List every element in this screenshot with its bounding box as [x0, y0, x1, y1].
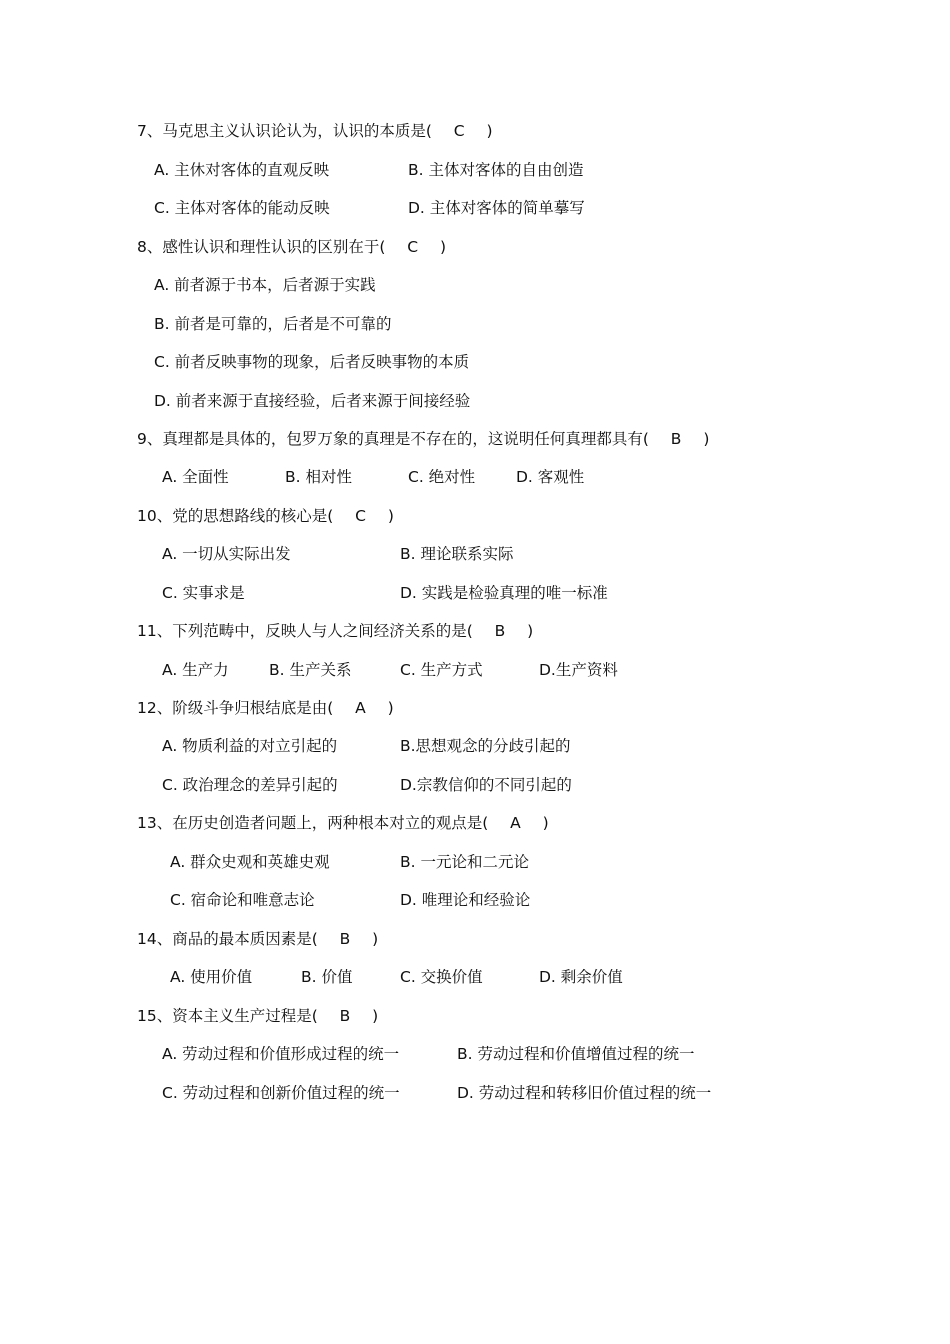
question-stem: 10、党的思想路线的核心是( — [137, 507, 334, 525]
option-12a: A. 物质利益的对立引起的 — [162, 737, 338, 755]
question-stem: 13、在历史创造者问题上，两种根本对立的观点是( — [137, 814, 489, 832]
option-10d: D. 实践是检验真理的唯一标准 — [400, 584, 608, 602]
option-13c: C. 宿命论和唯意志论 — [170, 891, 315, 909]
option-10c: C. 实事求是 — [162, 584, 245, 602]
question-13 — [137, 813, 549, 833]
option-13a: A. 群众史观和英雄史观 — [170, 853, 330, 871]
option-15a: A. 劳动过程和价值形成过程的统一 — [162, 1045, 400, 1063]
answer-key: C — [453, 122, 465, 140]
option-8d: D. 前者来源于直接经验，后者来源于间接经验 — [154, 392, 471, 410]
option-11c: C. 生产方式 — [400, 661, 483, 679]
option-7c: C. 主体对客体的能动反映 — [154, 199, 330, 217]
question-7 — [137, 121, 493, 141]
option-14a: A. 使用价值 — [170, 968, 253, 986]
answer-key: B — [670, 430, 682, 448]
option-12d: D.宗教信仰的不同引起的 — [400, 776, 572, 794]
close-paren: ) — [372, 930, 379, 948]
option-14d: D. 剩余价值 — [539, 968, 623, 986]
option-12b: B.思想观念的分歧引起的 — [400, 737, 571, 755]
close-paren: ) — [527, 622, 534, 640]
close-paren: ) — [703, 430, 710, 448]
question-9 — [137, 429, 709, 449]
close-paren: ) — [486, 122, 493, 140]
option-9a: A. 全面性 — [162, 468, 229, 486]
option-13b: B. 一元论和二元论 — [400, 853, 529, 871]
option-11a: A. 生产力 — [162, 661, 229, 679]
answer-key: B — [339, 930, 351, 948]
option-9d: D. 客观性 — [516, 468, 585, 486]
option-13d: D. 唯理论和经验论 — [400, 891, 531, 909]
question-stem: 8、感性认识和理性认识的区别在于( — [137, 238, 386, 256]
option-14b: B. 价值 — [301, 968, 353, 986]
answer-key: A — [355, 699, 366, 717]
answer-key: C — [355, 507, 366, 525]
option-7d: D. 主体对客体的简单摹写 — [408, 199, 585, 217]
option-7b: B. 主体对客体的自由创造 — [408, 161, 584, 179]
close-paren: ) — [387, 507, 394, 525]
question-stem: 7、马克思主义认识论认为，认识的本质是( — [137, 122, 432, 140]
question-11 — [137, 621, 533, 641]
option-11b: B. 生产关系 — [269, 661, 352, 679]
question-12 — [137, 698, 394, 718]
close-paren: ) — [387, 699, 394, 717]
question-8 — [137, 237, 446, 257]
close-paren: ) — [372, 1007, 379, 1025]
question-stem: 14、商品的最本质因素是( — [137, 930, 318, 948]
question-15 — [137, 1006, 378, 1026]
option-8b: B. 前者是可靠的，后者是不可靠的 — [154, 315, 392, 333]
option-12c: C. 政治理念的差异引起的 — [162, 776, 338, 794]
close-paren: ) — [542, 814, 549, 832]
option-15c: C. 劳动过程和创新价值过程的统一 — [162, 1084, 400, 1102]
option-7a: A. 主休对客体的直观反映 — [154, 161, 330, 179]
question-stem: 15、资本主义生产过程是( — [137, 1007, 318, 1025]
close-paren: ) — [440, 238, 447, 256]
option-9c: C. 绝对性 — [408, 468, 476, 486]
option-8c: C. 前者反映事物的现象，后者反映事物的本质 — [154, 353, 470, 371]
option-9b: B. 相对性 — [285, 468, 352, 486]
answer-key: C — [407, 238, 419, 256]
option-15b: B. 劳动过程和价值增值过程的统一 — [457, 1045, 695, 1063]
option-14c: C. 交换价值 — [400, 968, 483, 986]
option-10a: A. 一切从实际出发 — [162, 545, 291, 563]
answer-key: B — [494, 622, 506, 640]
option-15d: D. 劳动过程和转移旧价值过程的统一 — [457, 1084, 712, 1102]
question-stem: 12、阶级斗争归根结底是由( — [137, 699, 334, 717]
option-11d: D.生产资料 — [539, 661, 618, 679]
question-10 — [137, 506, 394, 526]
option-8a: A. 前者源于书本，后者源于实践 — [154, 276, 376, 294]
question-stem: 11、下列范畴中，反映人与人之间经济关系的是( — [137, 622, 473, 640]
question-stem: 9、真理都是具体的，包罗万象的真理是不存在的，这说明任何真理都具有( — [137, 430, 649, 448]
question-14 — [137, 929, 378, 949]
answer-key: B — [339, 1007, 351, 1025]
answer-key: A — [510, 814, 521, 832]
option-10b: B. 理论联系实际 — [400, 545, 514, 563]
